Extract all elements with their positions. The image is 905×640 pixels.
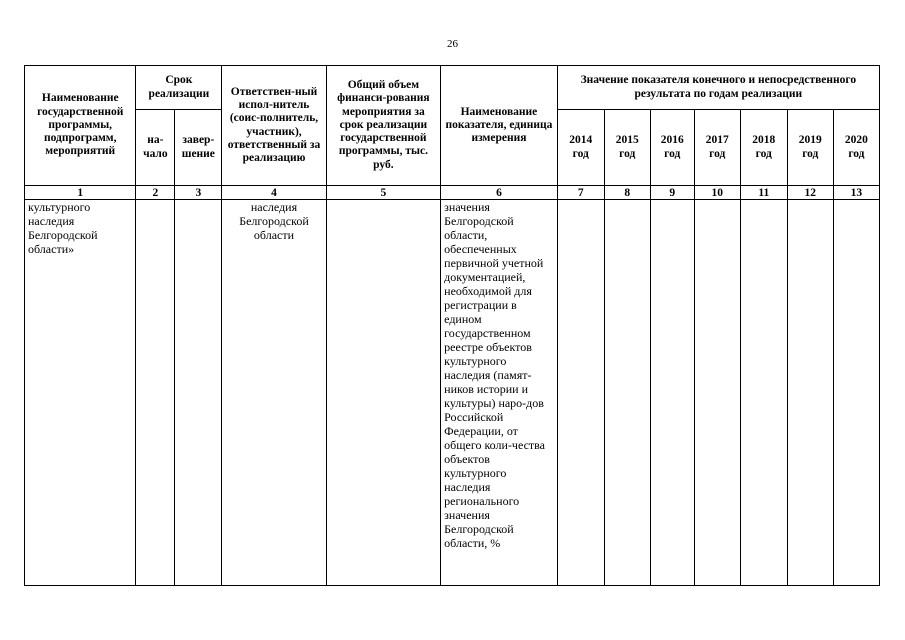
column-number: 8: [604, 186, 650, 200]
header-year-2015: 2015 год: [604, 110, 650, 186]
header-year-2019: 2019 год: [787, 110, 833, 186]
header-year-2018: 2018 год: [740, 110, 787, 186]
header-term: Срок реализации: [136, 66, 222, 110]
header-term-start: на-чало: [136, 110, 175, 186]
row-value-2017: [694, 200, 740, 586]
column-number: 11: [740, 186, 787, 200]
column-number: 1: [25, 186, 136, 200]
row-end: [175, 200, 222, 586]
column-number: 4: [222, 186, 326, 200]
row-value-2014: [557, 200, 604, 586]
header-indicator: Наименование показателя, единица измерения: [441, 66, 558, 186]
header-year-2014: 2014 год: [557, 110, 604, 186]
column-number: 2: [136, 186, 175, 200]
page-number: 26: [447, 38, 458, 50]
column-number: 9: [650, 186, 694, 200]
row-start: [136, 200, 175, 586]
header-year-2016: 2016 год: [650, 110, 694, 186]
row-value-2015: [604, 200, 650, 586]
column-number: 6: [441, 186, 558, 200]
row-indicator: значения Белгородской области, обеспеченных первичной учетной документацией, необходимой для регистрации в едином государственном реестре объектов культурного наследия (памят-ников истории и культуры) наро-дов Российской Федерации, от общего коли-чества объектов культурного наследия регионального значения Белгородской области, %: [441, 200, 558, 586]
column-number: 13: [833, 186, 879, 200]
header-funding: Общий объем финанси-рования мероприятия за срок реализации государственной программы, тыс. руб.: [326, 66, 441, 186]
indicators-table: [24, 65, 880, 586]
header-year-2017: 2017 год: [694, 110, 740, 186]
column-number: 12: [787, 186, 833, 200]
column-number: 3: [175, 186, 222, 200]
row-value-2018: [740, 200, 787, 586]
row-funding: [326, 200, 441, 586]
row-value-2019: [787, 200, 833, 586]
row-value-2016: [650, 200, 694, 586]
header-year-2020: 2020 год: [833, 110, 879, 186]
table-row: [25, 200, 880, 586]
header-values: Значение показателя конечного и непосредственного результата по годам реализации: [557, 66, 879, 110]
column-number: 10: [694, 186, 740, 200]
column-number: 7: [557, 186, 604, 200]
row-responsible: наследия Белгородской области: [222, 200, 326, 586]
column-number: 5: [326, 186, 441, 200]
column-numbers-row: [25, 186, 880, 200]
header-responsible: Ответствен-ный испол-нитель (соис-полнитель, участник), ответственный за реализацию: [222, 66, 326, 186]
row-value-2020: [833, 200, 879, 586]
header-term-end: завер-шение: [175, 110, 222, 186]
header-program-name: Наименование государственной программы, подпрограмм, мероприятий: [25, 66, 136, 186]
row-program-name: культурного наследия Белгородской области»: [25, 200, 136, 586]
